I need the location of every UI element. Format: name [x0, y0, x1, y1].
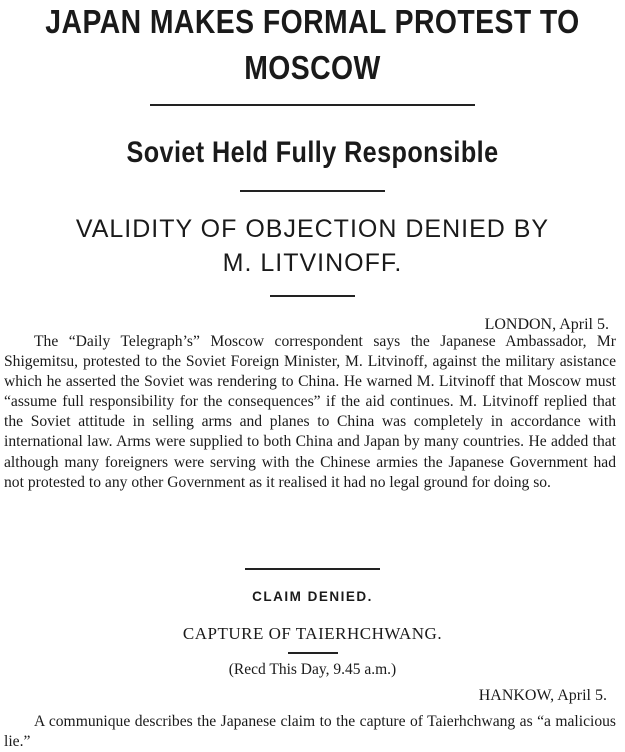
headline-line-2: MOSCOW: [244, 49, 381, 86]
received-note: (Recd This Day, 9.45 a.m.): [228, 661, 397, 678]
second-headline: CAPTURE OF TAIERHCHWANG.: [182, 624, 443, 643]
dateline-hankow: HANKOW, April 5.: [478, 687, 607, 704]
second-article-body: A communique describes the Japanese claim to the capture of Taierhchwang as “a malicious lie.”: [4, 713, 616, 751]
section-head-claim-denied: CLAIM DENIED.: [252, 589, 373, 604]
second-headline-divider: [288, 652, 338, 654]
deck-line-2: M. LITVINOFF.: [222, 249, 403, 277]
deck-divider: [270, 295, 355, 297]
article-body: The “Daily Telegraph’s” Moscow correspondent says the Japanese Ambassador, Mr Shigemitsu, protested to the Soviet Foreign Minister, M. Litvinoff, against the military asistance which he asserted the Soviet was rendering to China. He warned M. Litvinoff that Moscow must “assume full responsibility for the consequences” if the aid continues. M. Litvinoff replied that the Soviet attitude in selling arms and planes to China was completely in accordance with international law. Arms were supplied to both China and Japan by many countries. He added that although many foreigners were serving with the Chinese armies the Japanese Government had not protested to any other Government as it realised it had no legal ground for doing so.: [4, 333, 616, 491]
headline-divider: [150, 104, 475, 106]
subheadline: Soviet Held Fully Responsible: [126, 136, 499, 169]
deck-line-1: VALIDITY OF OBJECTION DENIED BY: [75, 215, 550, 243]
article-end-divider: [245, 568, 380, 570]
headline-line-1: JAPAN MAKES FORMAL PROTEST TO: [45, 3, 580, 40]
subheadline-divider: [240, 190, 385, 192]
dateline-london: LONDON, April 5.: [484, 316, 609, 333]
